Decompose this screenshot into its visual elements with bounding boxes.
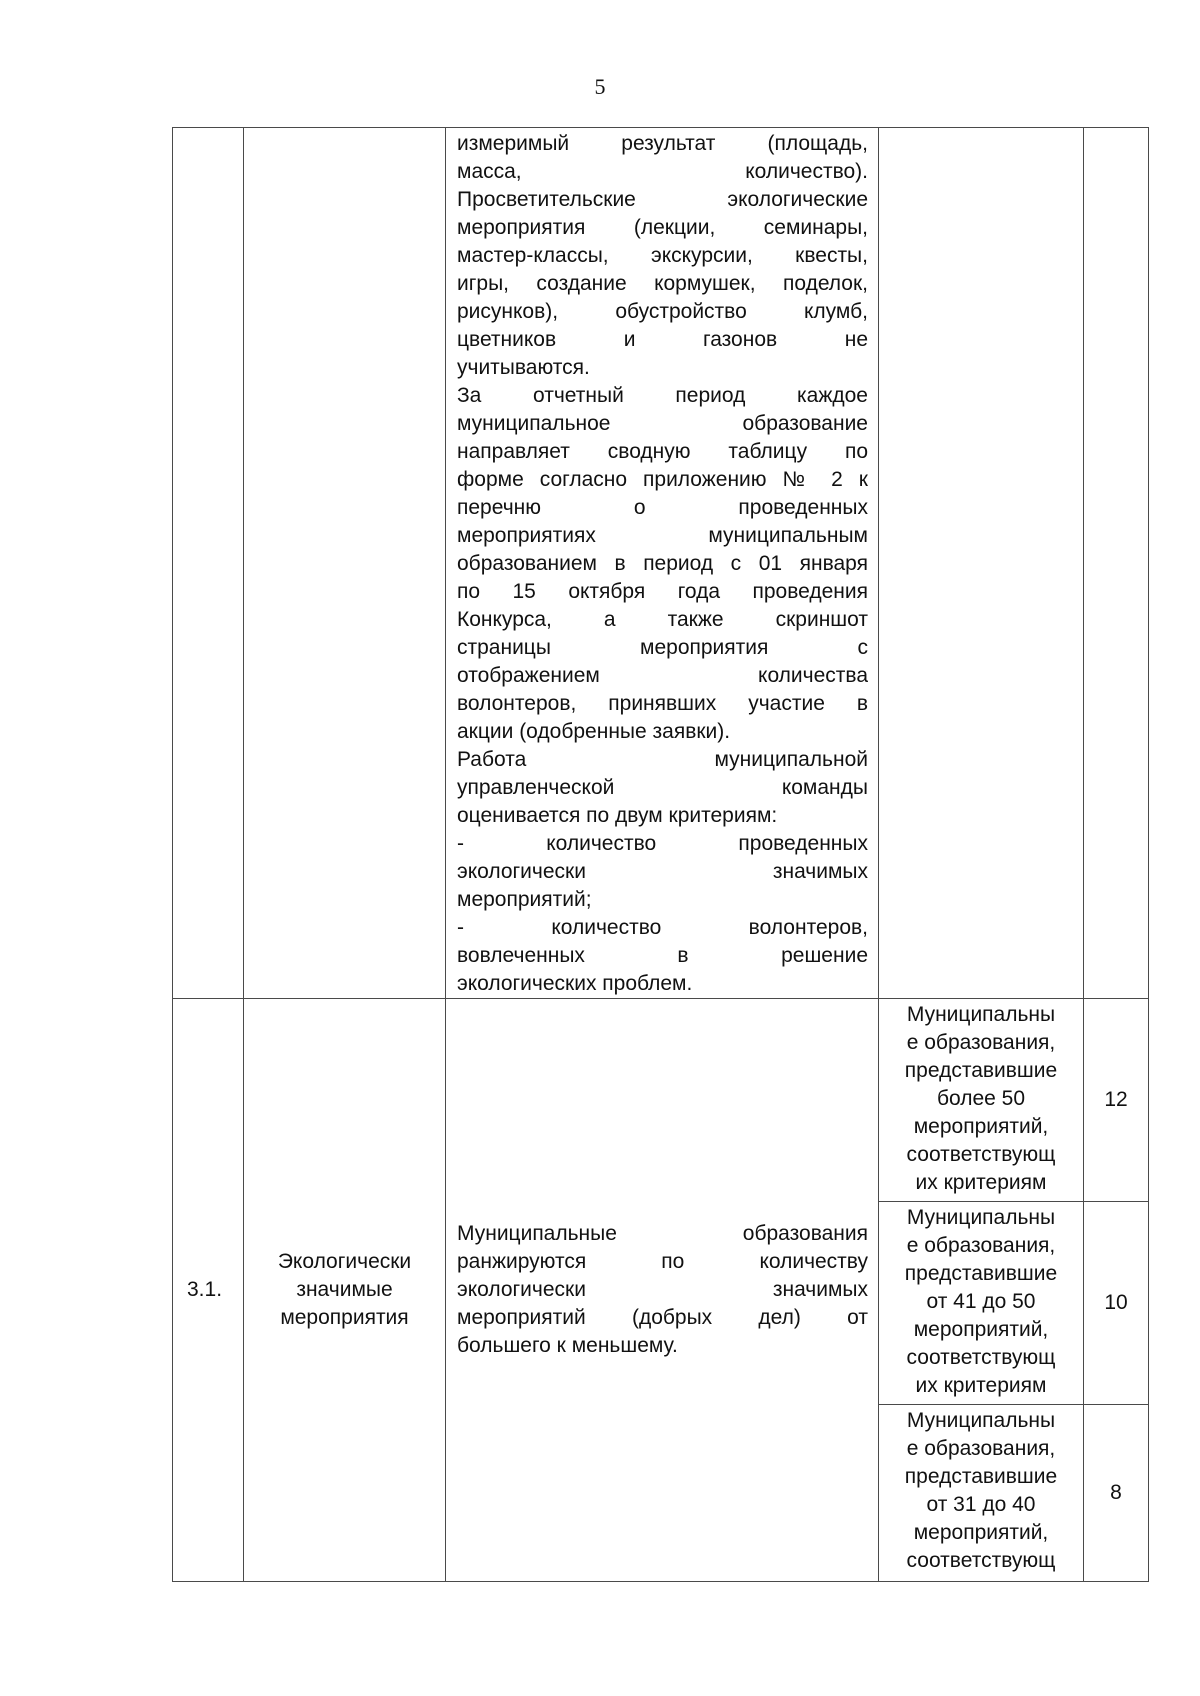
criteria-table (172, 127, 1149, 1582)
description-line: муниципальное образование (457, 412, 868, 435)
condition-line: представившие (904, 1262, 1058, 1285)
description-line: форме согласно приложению № 2 к (457, 468, 868, 491)
condition-line: соответствующ (906, 1346, 1056, 1369)
cell-description-continuation (446, 128, 879, 999)
condition-cell-2 (879, 1202, 1084, 1405)
description-line: по 15 октября года проведения (457, 580, 868, 603)
description-line: управленческой команды (457, 776, 868, 799)
condition-cell-1 (879, 999, 1084, 1202)
description-line: ранжируются по количеству (457, 1250, 868, 1273)
condition-line: Муниципальны (906, 1003, 1056, 1026)
table-row-criterion-3-1 (173, 999, 1149, 1202)
condition-line: их критериям (915, 1374, 1047, 1397)
condition-cell-3 (879, 1405, 1084, 1582)
description-line: измеримый результат (площадь, (457, 132, 868, 155)
condition-line: Муниципальны (906, 1206, 1056, 1229)
description-line: вовлеченных в решение (457, 944, 868, 967)
description-line: волонтеров, принявших участие в (457, 692, 868, 715)
description-line: мероприятиях муниципальным (457, 524, 868, 547)
table-row-continuation (173, 128, 1149, 999)
condition-line: представившие (904, 1465, 1058, 1488)
score-cell-2: 10 (1084, 1202, 1149, 1405)
condition-line: мероприятий, (913, 1521, 1049, 1544)
criterion-description (446, 999, 879, 1582)
condition-line: соответствующ (906, 1143, 1056, 1166)
description-line: - количество волонтеров, (457, 916, 868, 939)
criterion-number: 3.1. (173, 999, 244, 1582)
condition-line: е образования, (906, 1437, 1056, 1460)
condition-line: е образования, (906, 1234, 1056, 1257)
cell-name-empty (244, 128, 446, 999)
description-line: мероприятий; (457, 888, 592, 911)
description-line: мероприятий (добрых дел) от (457, 1306, 868, 1329)
condition-line: Муниципальны (906, 1409, 1056, 1432)
description-line: учитываются. (457, 356, 590, 379)
description-line: Конкурса, а также скриншот (457, 608, 868, 631)
condition-line: от 41 до 50 (926, 1290, 1036, 1313)
description-line: экологических проблем. (457, 972, 693, 995)
description-line: Работа муниципальной (457, 748, 868, 771)
description-line: - количество проведенных (457, 832, 868, 855)
criterion-name-line: значимые (296, 1278, 393, 1301)
score-cell-1: 12 (1084, 999, 1149, 1202)
description-line: рисунков), обустройство клумб, (457, 300, 868, 323)
description-line: игры, создание кормушек, поделок, (457, 272, 868, 295)
criterion-name-line: мероприятия (280, 1306, 409, 1329)
description-line: мероприятия (лекции, семинары, (457, 216, 868, 239)
description-line: перечню о проведенных (457, 496, 868, 519)
cell-number-empty (173, 128, 244, 999)
cell-score-empty (1084, 128, 1149, 999)
description-line: направляет сводную таблицу по (457, 440, 868, 463)
description-line: акции (одобренные заявки). (457, 720, 731, 743)
description-line: отображением количества (457, 664, 868, 687)
condition-line: от 31 до 40 (926, 1493, 1036, 1516)
condition-line: е образования, (906, 1031, 1056, 1054)
description-line: Просветительские экологические (457, 188, 868, 211)
description-line: большего к меньшему. (457, 1334, 678, 1357)
condition-line: соответствующ (906, 1549, 1056, 1572)
cell-condition-empty (879, 128, 1084, 999)
condition-line: представившие (904, 1059, 1058, 1082)
description-line: образованием в период с 01 января (457, 552, 868, 575)
description-line: оценивается по двум критериям: (457, 804, 778, 827)
description-line: экологически значимых (457, 1278, 868, 1301)
description-line: экологически значимых (457, 860, 868, 883)
description-line: мастер-классы, экскурсии, квесты, (457, 244, 868, 267)
criterion-name-line: Экологически (277, 1250, 412, 1273)
description-line: цветников и газонов не (457, 328, 868, 351)
description-line: Муниципальные образования (457, 1222, 868, 1245)
page-number: 5 (594, 74, 606, 99)
condition-line: более 50 (936, 1087, 1026, 1110)
description-line: За отчетный период каждое (457, 384, 868, 407)
description-line: масса, количество). (457, 160, 868, 183)
score-cell-3: 8 (1084, 1405, 1149, 1582)
condition-line: мероприятий, (913, 1318, 1049, 1341)
condition-line: их критериям (915, 1171, 1047, 1194)
condition-line: мероприятий, (913, 1115, 1049, 1138)
criterion-name (244, 999, 446, 1582)
description-line: страницы мероприятия с (457, 636, 868, 659)
